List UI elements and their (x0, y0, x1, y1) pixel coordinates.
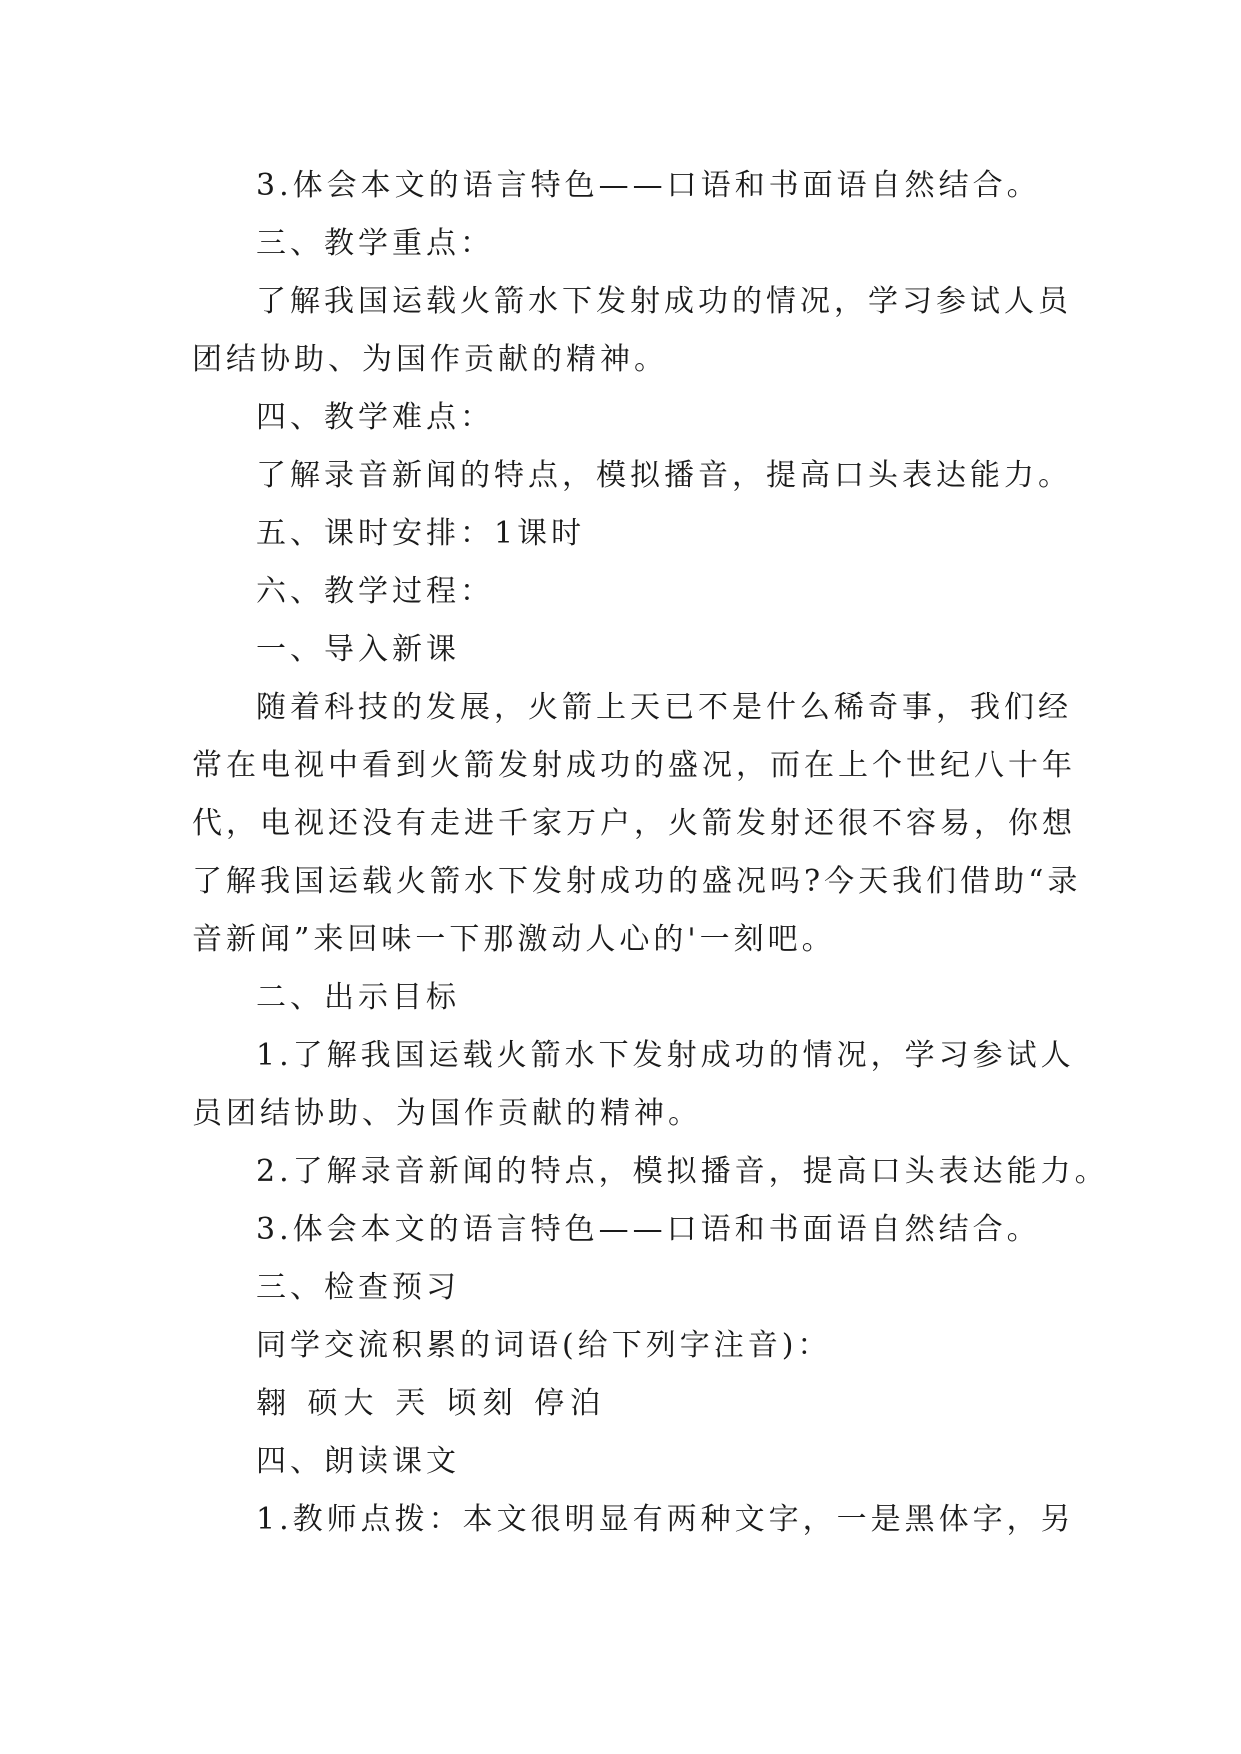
section-heading-schedule: 五、课时安排：1课时 (256, 516, 586, 551)
vocabulary-line: 翱 硕大 兲 顷刻 停泊 (256, 1386, 607, 1421)
section-heading-key-points: 三、教学重点： (256, 226, 494, 261)
text-line-18: 2.了解录音新闻的特点，模拟播音，提高口头表达能力。 (256, 1154, 1109, 1189)
text-line-6: 了解录音新闻的特点，模拟播音，提高口头表达能力。 (256, 458, 1072, 493)
section-heading-intro: 一、导入新课 (256, 632, 460, 667)
text-line-19: 3.体会本文的语言特色——口语和书面语自然结合。 (256, 1212, 1041, 1247)
text-line-3: 了解我国运载火箭水下发射成功的情况，学习参试人员 (256, 284, 1072, 319)
text-line-10: 随着科技的发展，火箭上天已不是什么稀奇事，我们经 (256, 690, 1072, 725)
section-heading-difficulties: 四、教学难点： (256, 400, 494, 435)
section-heading-preview: 三、检查预习 (256, 1270, 460, 1305)
text-line-14: 音新闻”来回味一下那激动人心的'一刻吧。 (192, 922, 836, 957)
text-line-4: 团结协助、为国作贡献的精神。 (192, 342, 668, 377)
section-heading-reading: 四、朗读课文 (256, 1444, 460, 1479)
text-line-16: 1.了解我国运载火箭水下发射成功的情况，学习参试人 (256, 1038, 1075, 1073)
text-line-24: 1.教师点拨：本文很明显有两种文字，一是黑体字，另 (256, 1502, 1075, 1537)
text-line-13: 了解我国运载火箭水下发射成功的盛况吗?今天我们借助“录 (192, 864, 1082, 899)
text-line-1: 3.体会本文的语言特色——口语和书面语自然结合。 (256, 168, 1041, 203)
section-heading-process: 六、教学过程： (256, 574, 494, 609)
text-line-21: 同学交流积累的词语(给下列字注音)： (256, 1328, 832, 1363)
text-line-11: 常在电视中看到火箭发射成功的盛况，而在上个世纪八十年 (192, 748, 1076, 783)
text-line-12: 代，电视还没有走进千家万户，火箭发射还很不容易，你想 (192, 806, 1076, 841)
text-line-17: 员团结协助、为国作贡献的精神。 (192, 1096, 702, 1131)
section-heading-goals: 二、出示目标 (256, 980, 460, 1015)
